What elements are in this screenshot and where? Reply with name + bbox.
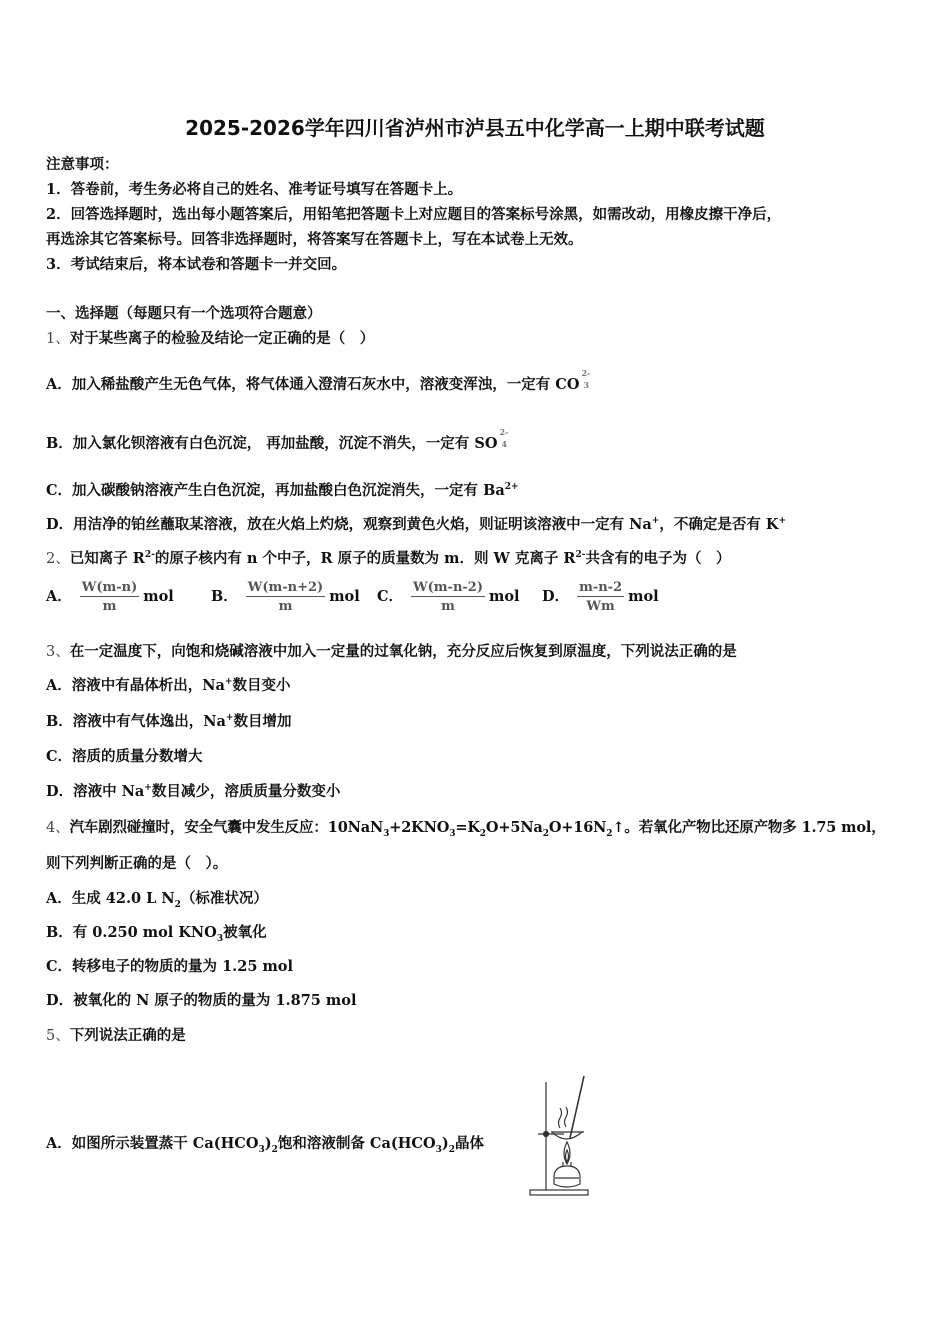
notice-item-2b: 再选涂其它答案标号。回答非选择题时，将答案写在答题卡上，写在本试卷上无效。 bbox=[46, 231, 583, 248]
charge-sup: + bbox=[225, 713, 234, 724]
evaporation-apparatus-illustration bbox=[524, 1072, 594, 1200]
q3-option-c: C．溶质的质量分数增大 bbox=[46, 748, 203, 765]
ion-charge bbox=[497, 427, 509, 451]
denominator: Wm bbox=[586, 599, 615, 614]
q4-option-c: C．转移电子的物质的量为 1.25 mol bbox=[46, 958, 293, 975]
charge-sup: 2+ bbox=[504, 482, 519, 493]
option-text: （标准状况） bbox=[180, 890, 268, 907]
numerator: W(m-n-2) bbox=[413, 580, 483, 595]
question-number: 3、 bbox=[46, 644, 70, 660]
charge-sup: 2- bbox=[581, 368, 591, 378]
denominator: m bbox=[441, 599, 455, 614]
q3-option-d bbox=[46, 780, 340, 801]
question-4 bbox=[46, 816, 886, 837]
numerator: W(m-n+2) bbox=[247, 580, 324, 595]
atom-sub: 4 bbox=[501, 439, 508, 449]
charge-sup: + bbox=[778, 516, 787, 527]
atom-sub: 3 bbox=[583, 380, 590, 390]
notice-item-3: 3．考试结束后，将本试卷和答题卡一并交回。 bbox=[46, 256, 347, 273]
q2-option-b bbox=[211, 580, 360, 614]
charge-sup: 2- bbox=[575, 550, 586, 561]
option-text: B．加入氯化钡溶液有白色沉淀， 再加盐酸，沉淀不消失，一定有 SO bbox=[46, 435, 498, 452]
ion-charge bbox=[579, 368, 591, 392]
question-stem: 对于某些离子的检验及结论一定正确的是（ ） bbox=[69, 330, 375, 347]
q5-option-a bbox=[46, 1132, 484, 1153]
option-text: ，不确定是否有 K bbox=[659, 516, 779, 533]
q3-option-a bbox=[46, 674, 290, 695]
question-2 bbox=[46, 547, 730, 568]
option-text: 数目变小 bbox=[232, 677, 291, 694]
equation-part: 10NaN bbox=[327, 819, 384, 836]
option-text: A．如图所示装置蒸干 Ca(HCO bbox=[46, 1135, 259, 1152]
option-text: 饱和溶液制备 Ca(HCO bbox=[277, 1135, 436, 1152]
subscript: 2 bbox=[542, 828, 549, 839]
option-label: B． bbox=[211, 588, 238, 605]
notice-heading: 注意事项： bbox=[46, 156, 119, 173]
option-text: A．加入稀盐酸产生无色气体，将气体通入澄清石灰水中，溶液变浑浊，一定有 CO bbox=[46, 376, 580, 393]
option-label: C． bbox=[377, 588, 404, 605]
option-text: B．溶液中有气体逸出，Na bbox=[46, 713, 226, 730]
question-stem: 下列说法正确的是 bbox=[69, 1027, 186, 1044]
option-text: A．生成 42.0 L N bbox=[46, 890, 175, 907]
question-1 bbox=[46, 327, 374, 348]
equation-part: ↑。 bbox=[612, 819, 639, 836]
fraction bbox=[411, 580, 485, 614]
question-stem: 在一定温度下，向饱和烧碱溶液中加入一定量的过氧化钠，充分反应后恢复到原温度，下列说法正确的是 bbox=[69, 643, 737, 660]
q4-option-b bbox=[46, 921, 267, 942]
question-stem: 若氧化产物比还原产物多 1.75 mol， bbox=[638, 819, 886, 836]
notice-item-1: 1．答卷前，考生务必将自己的姓名、准考证号填写在答题卡上。 bbox=[46, 181, 463, 198]
question-stem: 汽车剧烈碰撞时，安全气囊中发生反应： bbox=[69, 819, 328, 836]
option-text: ) bbox=[264, 1135, 272, 1152]
question-number: 4、 bbox=[46, 820, 70, 836]
subscript: 3 bbox=[435, 1144, 442, 1155]
section-heading: 一、选择题（每题只有一个选项符合题意） bbox=[46, 305, 322, 322]
q3-option-b bbox=[46, 710, 291, 731]
option-label: A． bbox=[46, 588, 72, 605]
page-title: 2025-2026学年四川省泸州市泸县五中化学高一上期中联考试题 bbox=[185, 116, 765, 140]
equation-part: =K bbox=[455, 819, 480, 836]
notice-item-2a: 2．回答选择题时，选出每小题答案后，用铅笔把答题卡上对应题目的答案标号涂黑，如需改动，用橡皮擦干净后， bbox=[46, 206, 782, 223]
option-text: 晶体 bbox=[455, 1135, 484, 1152]
subscript: 3 bbox=[258, 1144, 265, 1155]
subscript: 2 bbox=[271, 1144, 278, 1155]
option-text: B．有 0.250 mol KNO bbox=[46, 924, 217, 941]
charge-sup: + bbox=[651, 516, 660, 527]
denominator: m bbox=[278, 599, 293, 614]
equation-part: O+5Na bbox=[485, 819, 543, 836]
unit: mol bbox=[329, 588, 360, 605]
option-text: C．加入碳酸钠溶液产生白色沉淀，再加盐酸白色沉淀消失，一定有 Ba bbox=[46, 482, 505, 499]
charge-sup: + bbox=[144, 783, 152, 794]
charge-sup: + bbox=[224, 677, 233, 688]
subscript: 3 bbox=[449, 828, 456, 839]
q1-option-b bbox=[46, 427, 509, 453]
fraction bbox=[246, 580, 325, 614]
subscript: 2 bbox=[606, 828, 613, 839]
q2-option-c bbox=[377, 580, 520, 614]
denominator: m bbox=[102, 599, 117, 614]
question-5 bbox=[46, 1024, 186, 1045]
charge-sup: 2- bbox=[499, 427, 509, 437]
unit: mol bbox=[143, 588, 174, 605]
unit: mol bbox=[489, 588, 520, 605]
q2-option-d bbox=[542, 580, 659, 614]
q4-option-a bbox=[46, 887, 268, 908]
numerator: m-n-2 bbox=[579, 580, 623, 595]
question-stem: 共含有的电子为（ ） bbox=[585, 550, 731, 567]
option-text: 被氧化 bbox=[223, 924, 267, 941]
q2-option-a bbox=[46, 580, 174, 614]
q1-option-d bbox=[46, 513, 786, 534]
option-text: ) bbox=[441, 1135, 449, 1152]
q1-option-c bbox=[46, 479, 519, 500]
fraction bbox=[577, 580, 624, 614]
q1-option-a bbox=[46, 368, 591, 394]
option-text: D．溶液中 Na bbox=[46, 783, 145, 800]
subscript: 2 bbox=[448, 1144, 455, 1155]
equation-part: +2KNO bbox=[389, 819, 450, 836]
charge-sup: 2- bbox=[144, 550, 155, 561]
subscript: 2 bbox=[479, 828, 486, 839]
option-label: D． bbox=[542, 588, 570, 605]
subscript: 3 bbox=[383, 828, 390, 839]
question-stem: 的原子核内有 n 个中子，R 原子的质量数为 m．则 W 克离子 R bbox=[154, 550, 576, 567]
option-text: 数目减少，溶质质量分数变小 bbox=[151, 783, 341, 800]
question-3 bbox=[46, 640, 737, 661]
subscript: 2 bbox=[174, 899, 181, 910]
option-text: A．溶液中有晶体析出，Na bbox=[46, 677, 225, 694]
option-text: D．用洁净的铂丝蘸取某溶液，放在火焰上灼烧，观察到黄色火焰，则证明该溶液中一定有 Na bbox=[46, 516, 652, 533]
equation-part: O+16N bbox=[548, 819, 607, 836]
q4-stem-continued: 则下列判断正确的是（ ）。 bbox=[46, 855, 228, 872]
fraction bbox=[80, 580, 140, 614]
option-text: 数目增加 bbox=[233, 713, 292, 730]
numerator: W(m-n) bbox=[81, 580, 138, 595]
question-number: 5、 bbox=[46, 1028, 70, 1044]
subscript: 3 bbox=[216, 933, 224, 944]
question-number: 1、 bbox=[46, 331, 70, 347]
question-number: 2、 bbox=[46, 551, 70, 567]
unit: mol bbox=[628, 588, 659, 605]
q4-option-d: D．被氧化的 N 原子的物质的量为 1.875 mol bbox=[46, 992, 357, 1009]
question-stem: 已知离子 R bbox=[69, 550, 145, 567]
